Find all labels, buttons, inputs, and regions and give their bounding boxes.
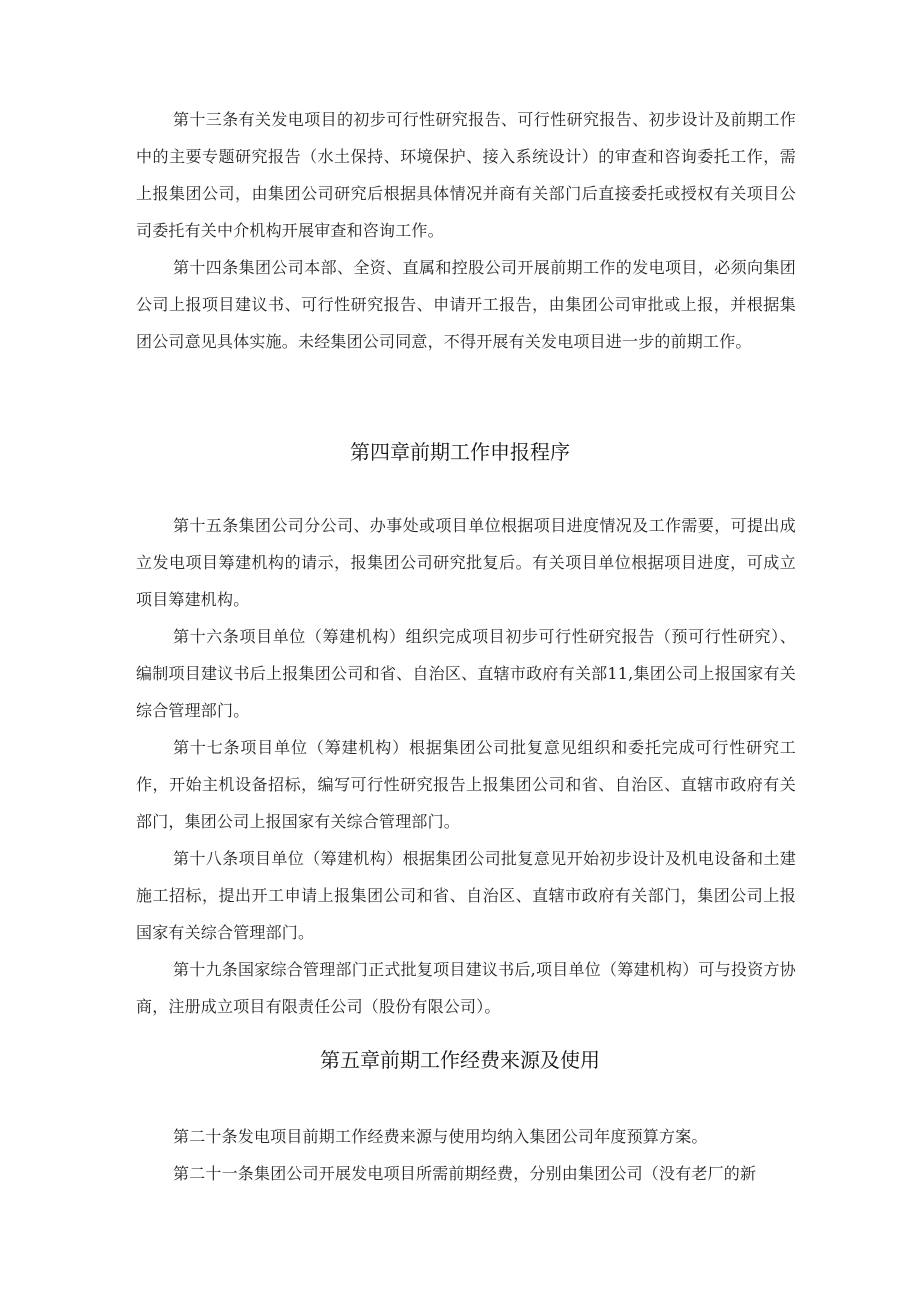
- chapter-5-body: [136, 1118, 796, 1192]
- paragraph-article-17: 第十七条项目单位（筹建机构）根据集团公司批复意见组织和委托完成可行性研究工作，开始主机设备招标，编写可行性研究报告上报集团公司和省、自治区、直辖市政府有关部门，集团公司上报国家有关综合管理部门。: [136, 738, 796, 831]
- paragraph-article-15: 第十五条集团公司分公司、办事处或项目单位根据项目进度情况及工作需要，可提出成立发电项目筹建机构的请示，报集团公司研究批复后。有关项目单位根据项目进度，可成立项目筹建机构。: [136, 516, 796, 609]
- paragraph-article-16: 第十六条项目单位（筹建机构）组织完成项目初步可行性研究报告（预可行性研究）、编制项目建议书后上报集团公司和省、自治区、直辖市政府有关部11,集团公司上报国家有关综合管理部门。: [136, 627, 796, 720]
- section-top: [136, 101, 796, 360]
- chapter-4-title: 第四章前期工作申报程序: [350, 440, 570, 464]
- chapter-5-title: 第五章前期工作经费来源及使用: [320, 1048, 600, 1072]
- paragraph-article-19: 第十九条国家综合管理部门正式批复项目建议书后,项目单位（筹建机构）可与投资方协商，注册成立项目有限责任公司（股份有限公司）。: [136, 960, 796, 1016]
- paragraph-article-21: 第二十一条集团公司开展发电项目所需前期经费，分别由集团公司（没有老厂的新: [173, 1164, 757, 1183]
- paragraph-article-13: 第十三条有关发电项目的初步可行性研究报告、可行性研究报告、初步设计及前期工作中的主要专题研究报告（水土保持、环境保护、接入系统设计）的审查和咨询委托工作，需上报集团公司，由集团公司研究后根据具体情况并商有关部门后直接委托或授权有关项目公司委托有关中介机构开展审查和咨询工作。: [136, 110, 796, 240]
- chapter-4-body: [136, 507, 796, 1025]
- paragraph-article-18: 第十八条项目单位（筹建机构）根据集团公司批复意见开始初步设计及机电设备和土建施工招标，提出开工申请上报集团公司和省、自治区、直辖市政府有关部门，集团公司上报国家有关综合管理部门。: [136, 849, 796, 942]
- paragraph-article-20: 第二十条发电项目前期工作经费来源与使用均纳入集团公司年度预算方案。: [173, 1127, 708, 1146]
- paragraph-article-14: 第十四条集团公司本部、全资、直属和控股公司开展前期工作的发电项目，必须向集团公司上报项目建议书、可行性研究报告、申请开工报告，由集团公司审批或上报，并根据集团公司意见具体实施。未经集团公司同意，不得开展有关发电项目进一步的前期工作。: [136, 258, 796, 351]
